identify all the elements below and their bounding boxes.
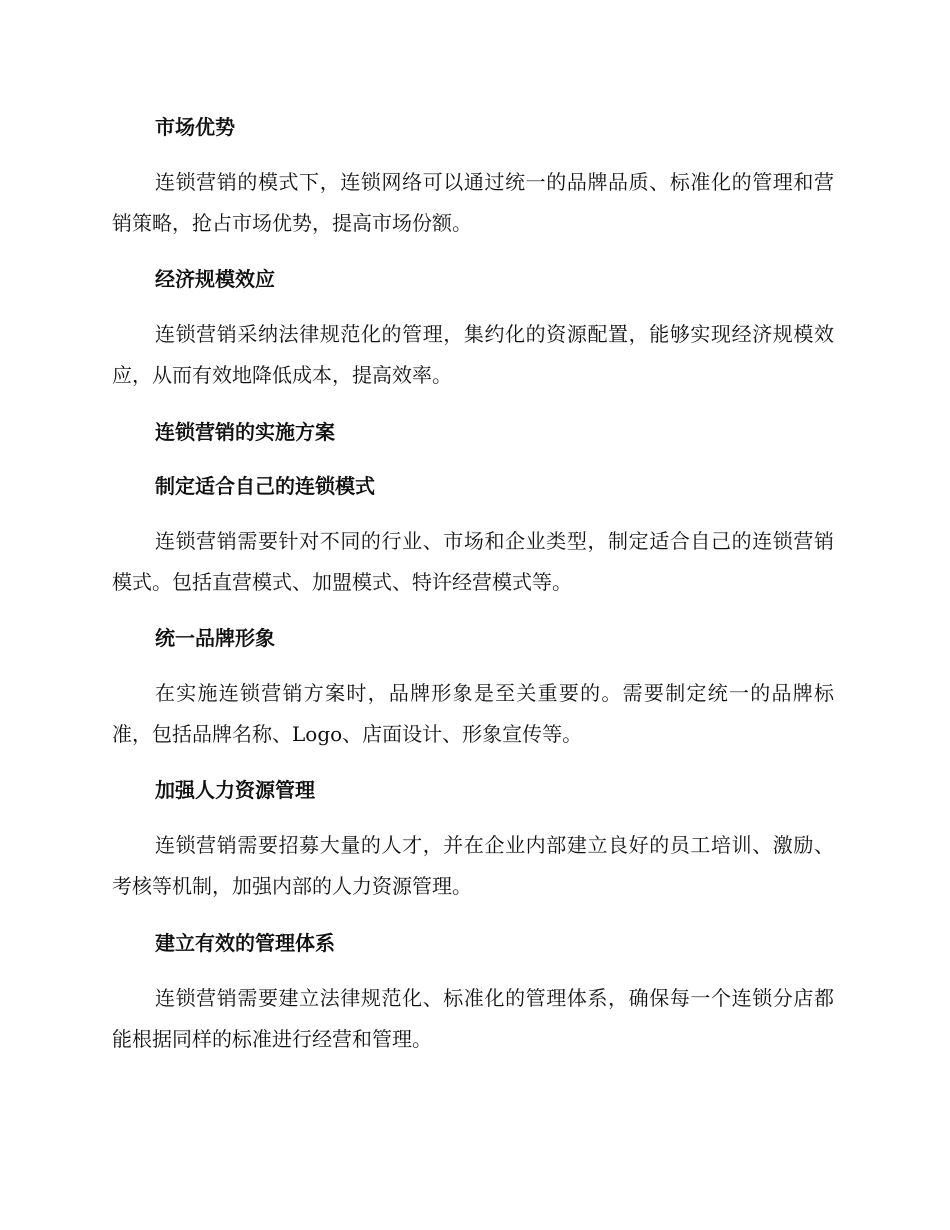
- section-paragraph-chain-model: 连锁营销需要针对不同的行业、市场和企业类型，制定适合自己的连锁营销模式。包括直营模式、加盟模式、特许经营模式等。: [112, 529, 834, 594]
- section-heading-chain-model: 制定适合自己的连锁模式: [155, 474, 375, 498]
- section-heading-management-system: 建立有效的管理体系: [155, 931, 335, 955]
- section-paragraph-market-advantage: 连锁营销的模式下，连锁网络可以通过统一的品牌品质、标准化的管理和营销策略，抢占市场优势，提高市场份额。: [112, 170, 834, 235]
- section-heading-brand-image: 统一品牌形象: [155, 626, 275, 650]
- section-heading-human-resources: 加强人力资源管理: [155, 778, 315, 802]
- section-paragraph-economies-of-scale: 连锁营销采纳法律规范化的管理，集约化的资源配置，能够实现经济规模效应，从而有效地降低成本，提高效率。: [112, 322, 834, 387]
- section-paragraph-human-resources: 连锁营销需要招募大量的人才，并在企业内部建立良好的员工培训、激励、考核等机制，加强内部的人力资源管理。: [112, 833, 834, 898]
- section-heading-economies-of-scale: 经济规模效应: [155, 267, 275, 291]
- section-paragraph-management-system: 连锁营销需要建立法律规范化、标准化的管理体系，确保每一个连锁分店都能根据同样的标准进行经营和管理。: [112, 986, 834, 1051]
- section-heading-market-advantage: 市场优势: [155, 115, 235, 139]
- section-heading-implementation-plan: 连锁营销的实施方案: [155, 420, 335, 444]
- section-paragraph-brand-image: 在实施连锁营销方案时，品牌形象是至关重要的。需要制定统一的品牌标准，包括品牌名称、Logo、店面设计、形象宣传等。: [112, 681, 834, 746]
